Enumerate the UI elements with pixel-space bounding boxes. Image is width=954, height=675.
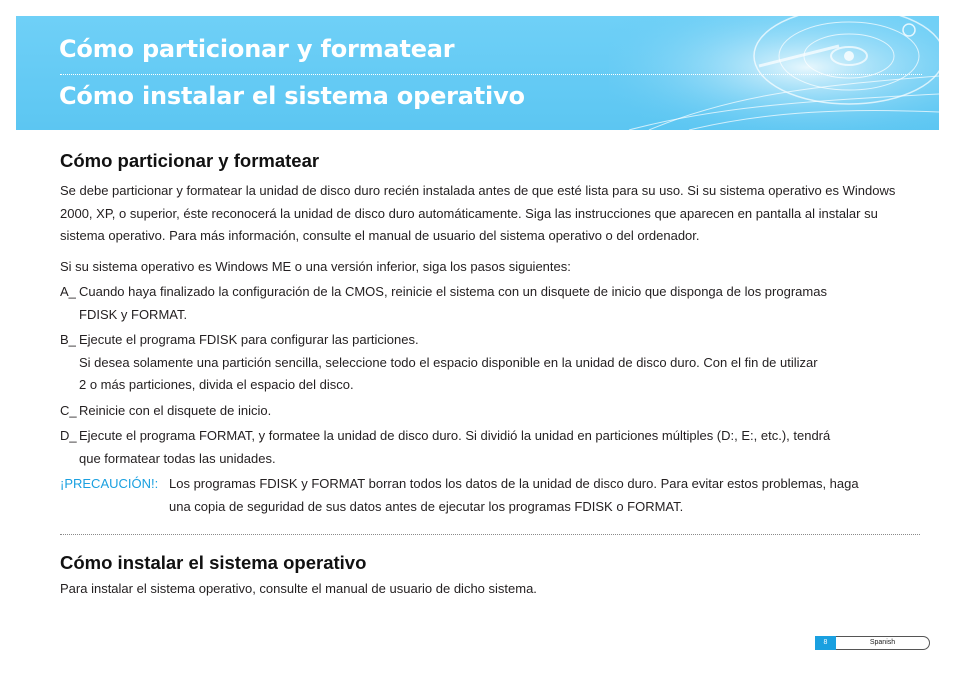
hard-disk-illustration <box>609 16 939 130</box>
step-text: Si desea solamente una partición sencilla, seleccione todo el espacio disponible en la unidad de disco duro. Con el fin de utilizar <box>79 354 818 370</box>
step-marker: B_ <box>60 332 76 347</box>
step-marker: D_ <box>60 428 77 443</box>
language-label: Spanish <box>836 636 930 650</box>
steps-lead: Si su sistema operativo es Windows ME o una versión inferior, siga los pasos siguientes: <box>60 258 571 274</box>
step-text: Ejecute el programa FORMAT, y formatee la unidad de disco duro. Si dividió la unidad en particiones múltiples (D:, E:, etc.), tendrá <box>79 428 831 443</box>
step-marker: A_ <box>60 284 76 299</box>
step-marker: C_ <box>60 402 77 418</box>
section-heading-install: Cómo instalar el sistema operativo <box>60 552 367 573</box>
step-a <box>60 281 920 326</box>
step-text: 2 o más particiones, divida el espacio del disco. <box>79 377 354 392</box>
step-d <box>60 425 920 470</box>
caution-text: una copia de seguridad de sus datos antes de ejecutar los programas FDISK o FORMAT. <box>169 498 684 514</box>
step-c <box>60 400 920 423</box>
banner-title-partition: Cómo particionar y formatear <box>59 35 455 63</box>
section-heading-partition: Cómo particionar y formatear <box>60 150 320 171</box>
main-content <box>60 150 920 601</box>
step-b <box>60 329 920 397</box>
step-text: FDISK y FORMAT. <box>79 306 188 322</box>
page-footer <box>815 636 930 650</box>
header-banner <box>16 16 939 130</box>
page-number: 8 <box>815 636 836 650</box>
caution-text: Los programas FDISK y FORMAT borran todos los datos de la unidad de disco duro. Para evitar estos problemas, haga <box>169 476 859 491</box>
step-text: que formatear todas las unidades. <box>79 450 276 466</box>
banner-title-install: Cómo instalar el sistema operativo <box>59 82 525 110</box>
caution-label: ¡PRECAUCIÓN!: <box>60 476 159 491</box>
intro-paragraph: Se debe particionar y formatear la unidad de disco duro recién instalada antes de que esté lista para su uso. Si su sistema operativo es Windows 2000, XP, o superior, éste reconocerá la unidad de disco duro automáticamente. Siga las instrucciones que aparecen en pantalla al instalar su sistema operativo. Para más información, consulte el manual de usuario del sistema operativo o del ordenador. <box>60 183 896 243</box>
step-text: Cuando haya finalizado la configuración de la CMOS, reinicie el sistema con un disquete de inicio que disponga de los programas <box>79 284 827 299</box>
step-text: Ejecute el programa FDISK para configurar las particiones. <box>79 332 419 347</box>
step-text: Reinicie con el disquete de inicio. <box>79 402 272 418</box>
caution-note <box>60 473 920 518</box>
banner-divider <box>60 74 922 75</box>
install-paragraph: Para instalar el sistema operativo, consulte el manual de usuario de dicho sistema. <box>60 581 537 596</box>
section-divider <box>60 534 920 535</box>
